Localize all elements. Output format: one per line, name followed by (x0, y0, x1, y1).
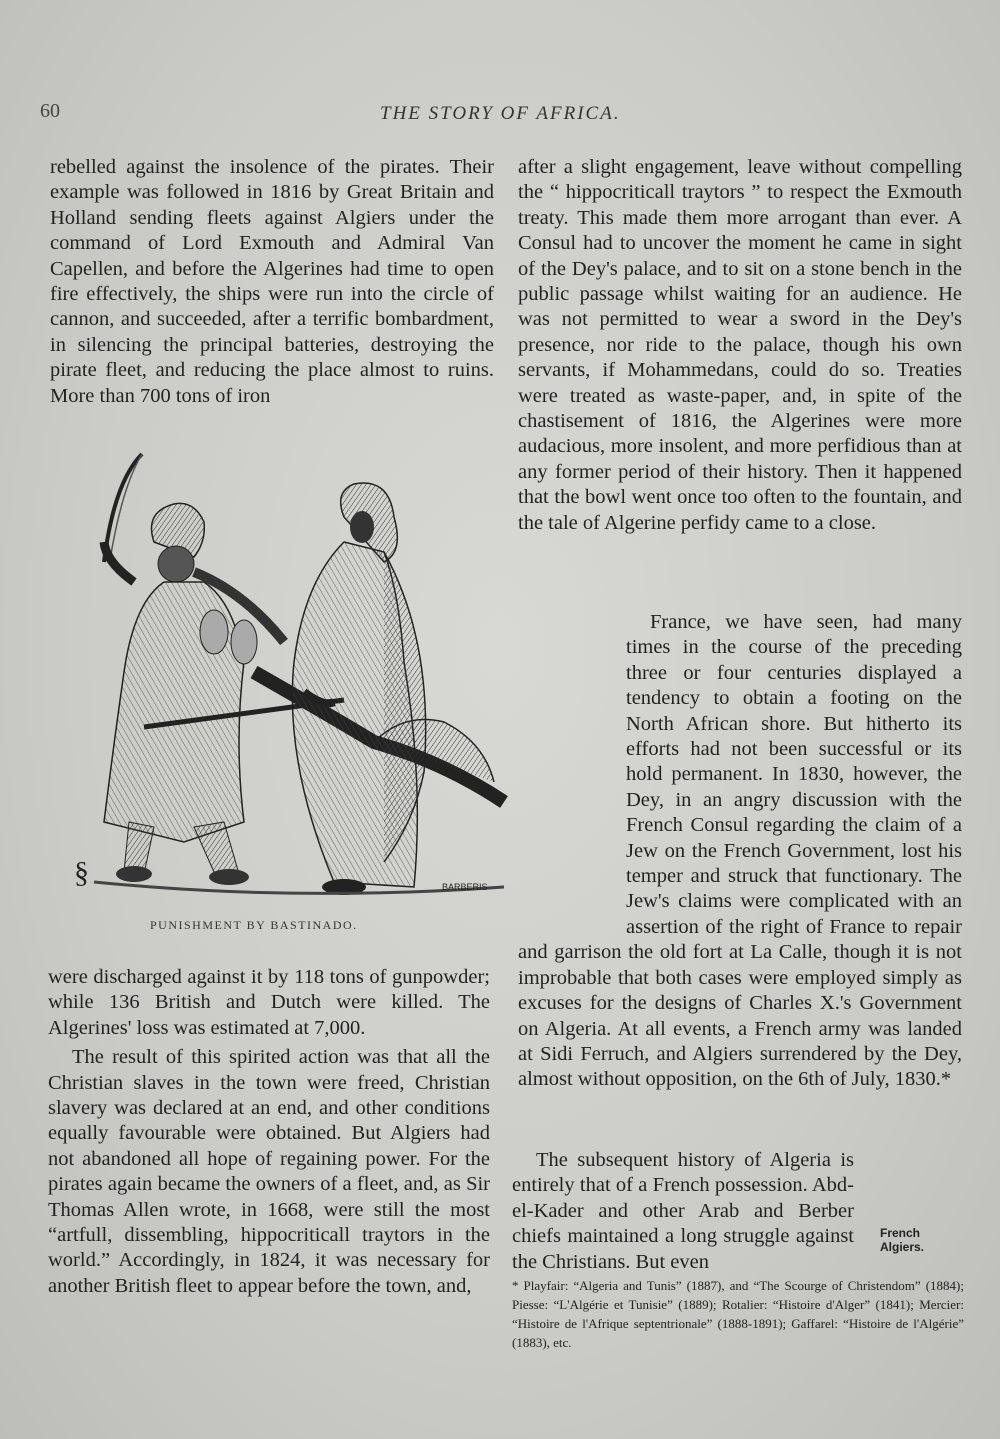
left-column-bottom (48, 965, 490, 1299)
page-number: 60 (40, 100, 60, 122)
left-column-top (50, 155, 494, 409)
footnote: * Playfair: “Algeria and Tunis” (1887), and “The Scourge of Christendom” (1884); Piesse: “L'Algérie et Tunisie” (1889); Rotalier: “Histoire d'Alger” (1841); Mercier: “Histoire de l'Afrique septentrionale” (1888-1891); Gaffarel: “Histoire de l'Algérie” (1883), etc. (512, 1278, 964, 1350)
figure-caption: PUNISHMENT BY BASTINADO. (150, 918, 358, 932)
margin-note-line: Algiers. (880, 1240, 925, 1254)
paragraph: were discharged against it by 118 tons of gunpowder; while 136 British and Dutch were killed. The Algerines' loss was estimated at 7,000. (48, 966, 490, 1039)
paragraph: The subsequent history of Algeria is entirely that of a French possession. Abd-el-Kader and other Arab and Berber chiefs maintained a long struggle against the Christians. But even (512, 1149, 854, 1273)
wrap-spacer (518, 686, 626, 940)
right-column-bottom (512, 1148, 964, 1275)
margin-note (880, 1226, 924, 1254)
bastinado-illustration (44, 442, 514, 912)
right-column-top (518, 155, 962, 536)
paragraph: after a slight engagement, leave without compelling the “ hippocriticall traytors ” to respect the Exmouth treaty. This made them more arrogant than ever. A Consul had to uncover the moment he came in sight of the Dey's palace, and to sit on a stone bench in the public passage whilst waiting for an audience. He was not permitted to wear a sword in the Dey's presence, nor ride to the palace, though his own servants, if Mohammedans, could do so. Treaties were treated as waste-paper, and, in spite of the chastisement of 1816, the Algerines were more audacious, more insolent, and more perfidious than at any former period of their history. Then it happened that the bowl went once too often to the fountain, and the tale of Algerine perfidy came to a close. (518, 156, 962, 534)
artist-signature: BARBERIS (442, 882, 488, 892)
paragraph: The result of this spirited action was that all the Christian slaves in the town were freed, Christian slavery was declared at an end, and other conditions equally favourable were obtained. But Algiers had not abandoned all hope of regaining power. For the pirates again became the owners of a fleet, and, as Sir Thomas Allen wrote, in 1668, were still the most “artfull, dissembling, hippocriticall traytors in the world.” Accordingly, in 1824, it was necessary for another British fleet to appear before the town, and, (48, 1046, 490, 1297)
paragraph: France, we have seen, had many times in the course of the preceding three or four centuries displayed a tendency to obtain a footing on the North African shore. But hitherto its efforts had not been successful or its hold permanent. In 1830, however, the Dey, in an angry discussion with the French Consul regarding the claim of a Jew on the French Government, lost his temper and struck that functionary. The Jew's claims were complicated with an assertion of the right of France to repair and garrison the old fort at La Calle, though it is not improbable that both cases were employed simply as excuses for the designs of Charles X.'s Government on Algeria. At all events, a French army was landed at Sidi Ferruch, and Algiers surrendered by the Dey, almost without opposition, on the 6th of July, 1830.* (518, 611, 962, 1091)
svg-text:§: § (74, 856, 89, 889)
margin-note-line: French (880, 1226, 921, 1240)
right-column-middle (518, 610, 962, 1093)
paragraph: rebelled against the insolence of the pirates. Their example was followed in 1816 by Great Britain and Holland sending fleets against Algiers under the command of Lord Exmouth and Admiral Van Capellen, and before the Algerines had time to open fire effectively, the ships were run into the circle of cannon, and succeeded, after a terrific bombardment, in silencing the principal batteries, destroying the pirate fleet, and reducing the place almost to ruins. More than 700 tons of iron (50, 156, 494, 407)
running-title: THE STORY OF AFRICA. (380, 103, 621, 124)
